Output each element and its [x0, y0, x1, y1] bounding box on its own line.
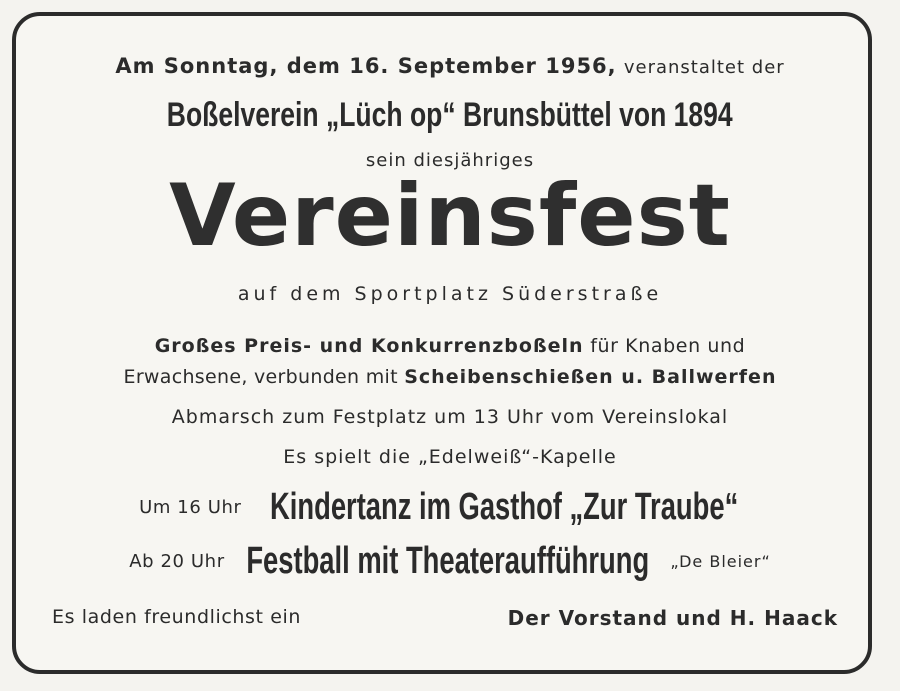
organizer-intro: veranstaltet der — [623, 57, 785, 78]
festival-ball-event: Festball mit Theateraufführung — [246, 540, 649, 582]
club-name-line — [0, 96, 900, 135]
activities-line — [0, 366, 900, 388]
children-dance-event: Kindertanz im Gasthof „Zur Traube“ — [269, 486, 738, 528]
festival-ball-time: Ab 20 Uhr — [129, 551, 225, 572]
play-title: „De Bleier“ — [670, 552, 771, 571]
event-title: Vereinsfest — [169, 166, 731, 266]
date-line — [0, 54, 900, 78]
annual-line: sein diesjähriges — [365, 150, 535, 171]
departure-line: Abmarsch zum Festplatz um 13 Uhr vom Vereinslokal — [171, 406, 729, 428]
band-line: Es spielt die „Edelweiß“-Kapelle — [283, 446, 617, 468]
children-dance-time: Um 16 Uhr — [139, 497, 242, 518]
date-text: Am Sonntag, dem 16. September 1956, — [115, 54, 617, 78]
activities-intro: Erwachsene, verbunden mit — [123, 366, 398, 388]
activities-list: Scheibenschießen u. Ballwerfen — [404, 366, 777, 388]
festival-ball-line — [0, 540, 900, 583]
title-line — [0, 166, 900, 266]
invitation-text: Es laden freundlichst ein — [52, 606, 302, 628]
club-name: Boßelverein „Lüch op“ Brunsbüttel von 1894 — [167, 96, 733, 134]
children-dance-line — [0, 486, 900, 529]
competition-audience: für Knaben und — [590, 335, 746, 357]
competition-name: Großes Preis- und Konkurrenzboßeln — [154, 335, 584, 357]
signature: Der Vorstand und H. Haack — [507, 606, 838, 630]
competition-line — [0, 335, 900, 357]
location-line: auf dem Sportplatz Süderstraße — [237, 283, 663, 305]
